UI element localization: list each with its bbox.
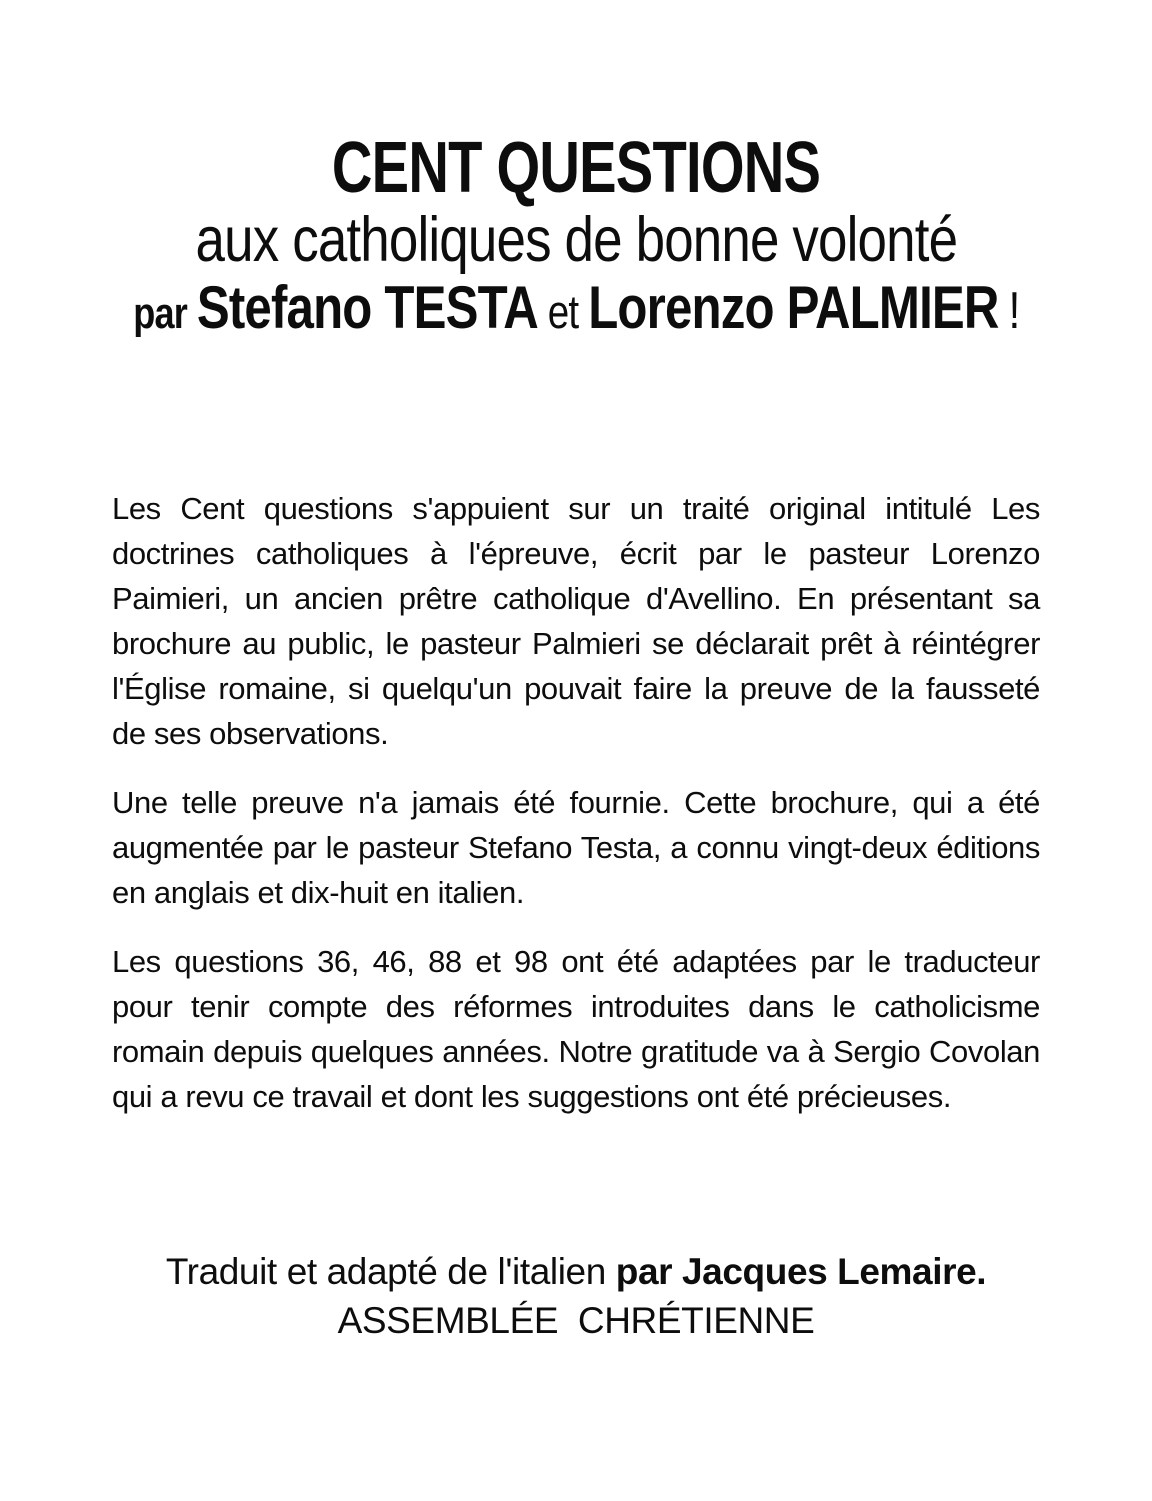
- title-block: [0, 130, 1152, 348]
- byline-separator: [537, 285, 547, 338]
- author-lorenzo-palmier: Lorenzo PALMIER: [587, 274, 999, 341]
- intro-paragraph-3: Les questions 36, 46, 88 et 98 ont été adaptées par le traducteur pour tenir compte des réformes introduites dans le catholicisme romain depuis quelques années. Notre gratitude va à Sergio Covolan qui a revu ce travail et dont les suggestions ont été précieuses.: [112, 944, 1040, 1114]
- byline-et-label: et: [547, 285, 578, 338]
- byline-separator: [578, 285, 588, 338]
- byline-separator: [998, 285, 1008, 338]
- document-subtitle: aux catholiques de bonne volonté: [195, 205, 957, 275]
- intro-paragraph-2: Une telle preuve n'a jamais été fournie. Cette brochure, qui a été augmentée par le pasteur Stefano Testa, a connu vingt-deux éditions en anglais et dix-huit en italien.: [112, 785, 1040, 910]
- byline-content: [133, 274, 1019, 348]
- title-line-2: [0, 206, 1152, 274]
- byline-exclamation: !: [1008, 282, 1020, 340]
- translator-name: par Jacques Lemaire.: [615, 1251, 987, 1292]
- title-byline: [0, 274, 1152, 348]
- translation-credit-text: Traduit et adapté de l'italien: [165, 1251, 616, 1292]
- byline-separator: [187, 285, 197, 338]
- byline-par-label: par: [132, 289, 187, 338]
- author-stefano-testa: Stefano TESTA: [196, 274, 538, 341]
- document-title: CENT QUESTIONS: [331, 128, 821, 208]
- intro-paragraph-1: Les Cent questions s'appuient sur un traité original intitulé Les doctrines catholiques à l'épreuve, écrit par le pasteur Lorenzo Paimieri, un ancien prêtre catholique d'Avellino. En présentant sa brochure au public, le pasteur Palmieri se déclarait prêt à réintégrer l'Église romaine, si quelqu'un pouvait faire la preuve de la fausseté de ses observations.: [112, 491, 1040, 751]
- organization-name: ASSEMBLÉE CHRÉTIENNE: [337, 1300, 815, 1341]
- title-line-1: [0, 130, 1152, 206]
- translation-credit: [0, 1247, 1152, 1296]
- footer-block: [0, 1247, 1152, 1345]
- body-text: [112, 486, 1040, 1119]
